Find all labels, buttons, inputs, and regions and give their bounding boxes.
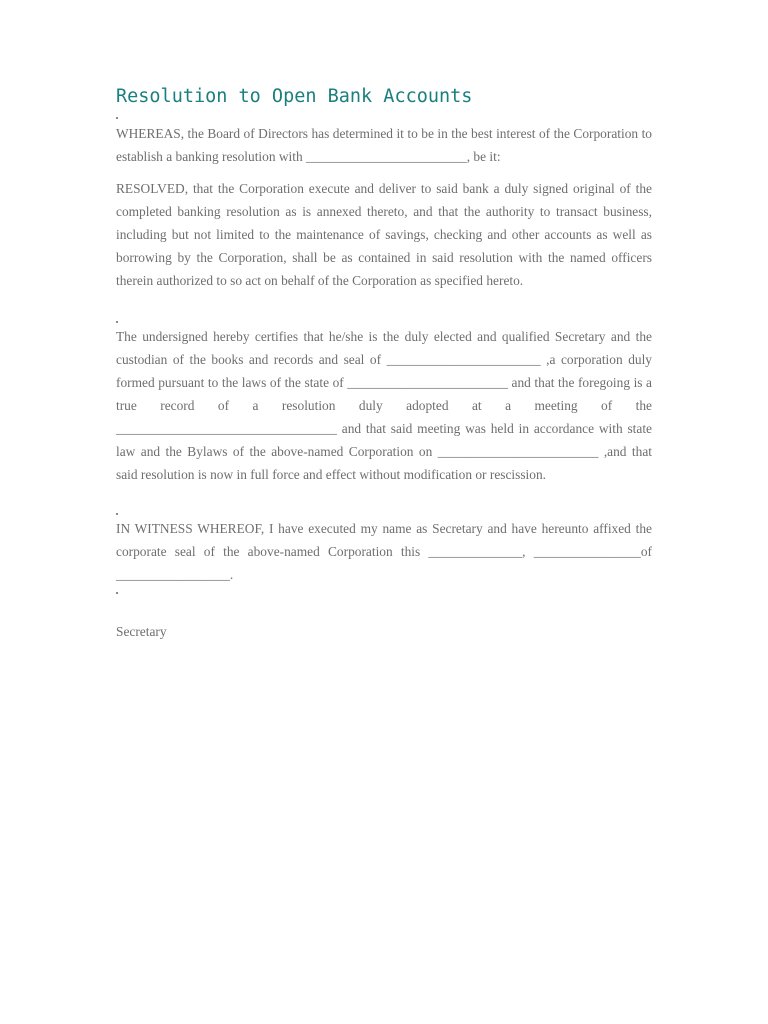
certification-paragraph: The undersigned hereby certifies that he/she is the duly elected and qualified Secretary and the custodian of the books and records and seal of _______________________ ,a corporation duly formed pursuant to the laws of the state of ________________________ and that the foregoing is a true record of a resolution duly adopted at a meeting of the _________________________________ and that said meeting was held in accordance with state law and the Bylaws of the above-named Corporation on ________________________ ,and that said resolution is now in full force and effect without modification or rescission. xyxy=(116,329,652,482)
document-title: Resolution to Open Bank Accounts xyxy=(116,86,473,107)
paragraph-mark xyxy=(116,513,118,515)
witness-paragraph: IN WITNESS WHEREOF, I have executed my name as Secretary and have hereunto affixed the corporate seal of the above-named Corporation this ______________, ________________of _________________. xyxy=(116,521,652,582)
paragraph-mark xyxy=(116,321,118,323)
whereas-paragraph: WHEREAS, the Board of Directors has determined it to be in the best interest of the Corporation to establish a banking resolution with ________________________, be it: xyxy=(116,126,652,164)
paragraph-mark xyxy=(116,592,118,594)
signature-label: Secretary xyxy=(116,624,167,639)
paragraph-mark xyxy=(116,117,118,119)
resolved-paragraph: RESOLVED, that the Corporation execute and deliver to said bank a duly signed original of the completed banking resolution as is annexed thereto, and that the authority to transact business, including but not limited to the maintenance of savings, checking and other accounts as well as borrowing by the Corporation, shall be as contained in said resolution with the named officers therein authorized to so act on behalf of the Corporation as specified hereto. xyxy=(116,181,652,288)
